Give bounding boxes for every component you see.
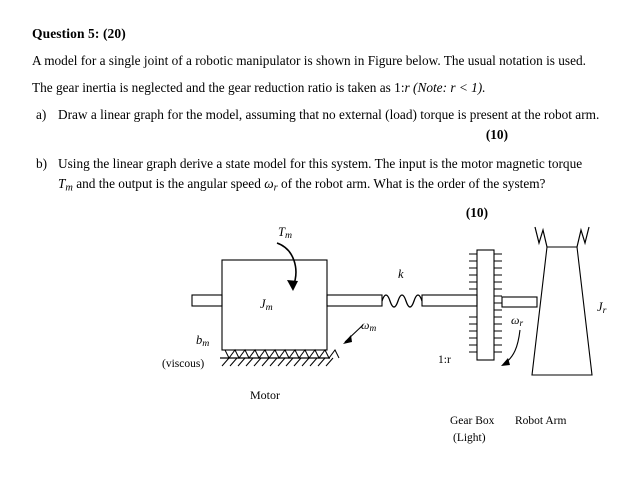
label-gear-ratio: 1:r bbox=[438, 353, 451, 366]
ratio-variable: r bbox=[404, 80, 410, 96]
gear-output-shaft bbox=[502, 297, 537, 307]
figure-diagram bbox=[32, 225, 630, 475]
part-b-label: b) bbox=[36, 155, 48, 171]
torque-arrow-head bbox=[287, 280, 298, 291]
label-robot-arm: Robot Arm bbox=[515, 414, 567, 427]
robot-gripper-right bbox=[577, 227, 589, 247]
intro-note: (Note: r < 1). bbox=[413, 80, 486, 96]
intro-line-2 bbox=[32, 78, 600, 98]
gear-wheel-body bbox=[477, 250, 494, 360]
question-part-a bbox=[32, 105, 600, 145]
part-b-symbol-tm: T bbox=[58, 176, 66, 192]
label-inertia-motor: $J_m$ bbox=[260, 296, 273, 313]
spring-right-shaft bbox=[422, 295, 477, 306]
part-b-text-end: of the robot arm. What is the order of the system? bbox=[280, 176, 546, 192]
label-damping: $b_m$ bbox=[196, 332, 210, 349]
omega-m-arrow-head bbox=[343, 335, 352, 344]
part-a-label: a) bbox=[36, 107, 47, 123]
robot-arm-body bbox=[532, 247, 592, 375]
gear-teeth bbox=[469, 254, 502, 352]
label-omega-motor: $\omega_m$ bbox=[361, 317, 377, 334]
part-b-symbol-tm-sub: m bbox=[65, 182, 73, 194]
label-motor: Motor bbox=[250, 387, 280, 402]
torque-arrow-curve bbox=[277, 243, 296, 287]
part-b-text-mid: and the output is the angular speed bbox=[76, 176, 261, 192]
question-part-b bbox=[32, 154, 600, 197]
label-torque-motor: $T_m$ bbox=[278, 224, 292, 241]
omega-r-arrow-curve bbox=[504, 330, 520, 364]
label-viscous: (viscous) bbox=[162, 357, 205, 370]
viscous-damper-zigzag bbox=[225, 350, 339, 358]
ground-hatching bbox=[222, 358, 333, 366]
label-gearbox-line2: (Light) bbox=[453, 431, 486, 444]
omega-r-arrow-head bbox=[501, 358, 510, 366]
label-gearbox-line1: Gear Box bbox=[450, 414, 495, 427]
motor-right-shaft bbox=[327, 295, 382, 306]
label-omega-robot: $\omega_r$ bbox=[511, 312, 524, 329]
question-parts bbox=[32, 105, 600, 196]
motor-left-shaft bbox=[192, 295, 222, 306]
robot-gripper-left bbox=[535, 227, 547, 247]
part-b-text-line1: Using the linear graph derive a state model for this system. The input is the motor magnetic torque bbox=[58, 155, 583, 171]
motor-body bbox=[222, 260, 327, 350]
part-b-marks: (10) bbox=[465, 204, 488, 220]
figure-svg bbox=[32, 225, 630, 475]
part-b-symbol-omega-sub: r bbox=[273, 182, 278, 194]
label-inertia-robot: $J_r$ bbox=[597, 299, 607, 316]
intro-line-2-text: The gear inertia is neglected and the gear reduction ratio is taken as 1: bbox=[32, 80, 405, 96]
part-b-symbol-omega: ω bbox=[264, 176, 274, 192]
spring-coil bbox=[382, 295, 422, 307]
label-spring-k: k bbox=[398, 266, 404, 281]
part-a-text: Draw a linear graph for the model, assuming that no external (load) torque is present at the robot arm. bbox=[58, 107, 600, 123]
page-title: Question 5: (20) bbox=[32, 26, 126, 41]
part-a-marks: (10) bbox=[485, 127, 508, 143]
intro-line-1: A model for a single joint of a robotic manipulator is shown in Figure below. The usual notation is used. bbox=[32, 53, 586, 68]
